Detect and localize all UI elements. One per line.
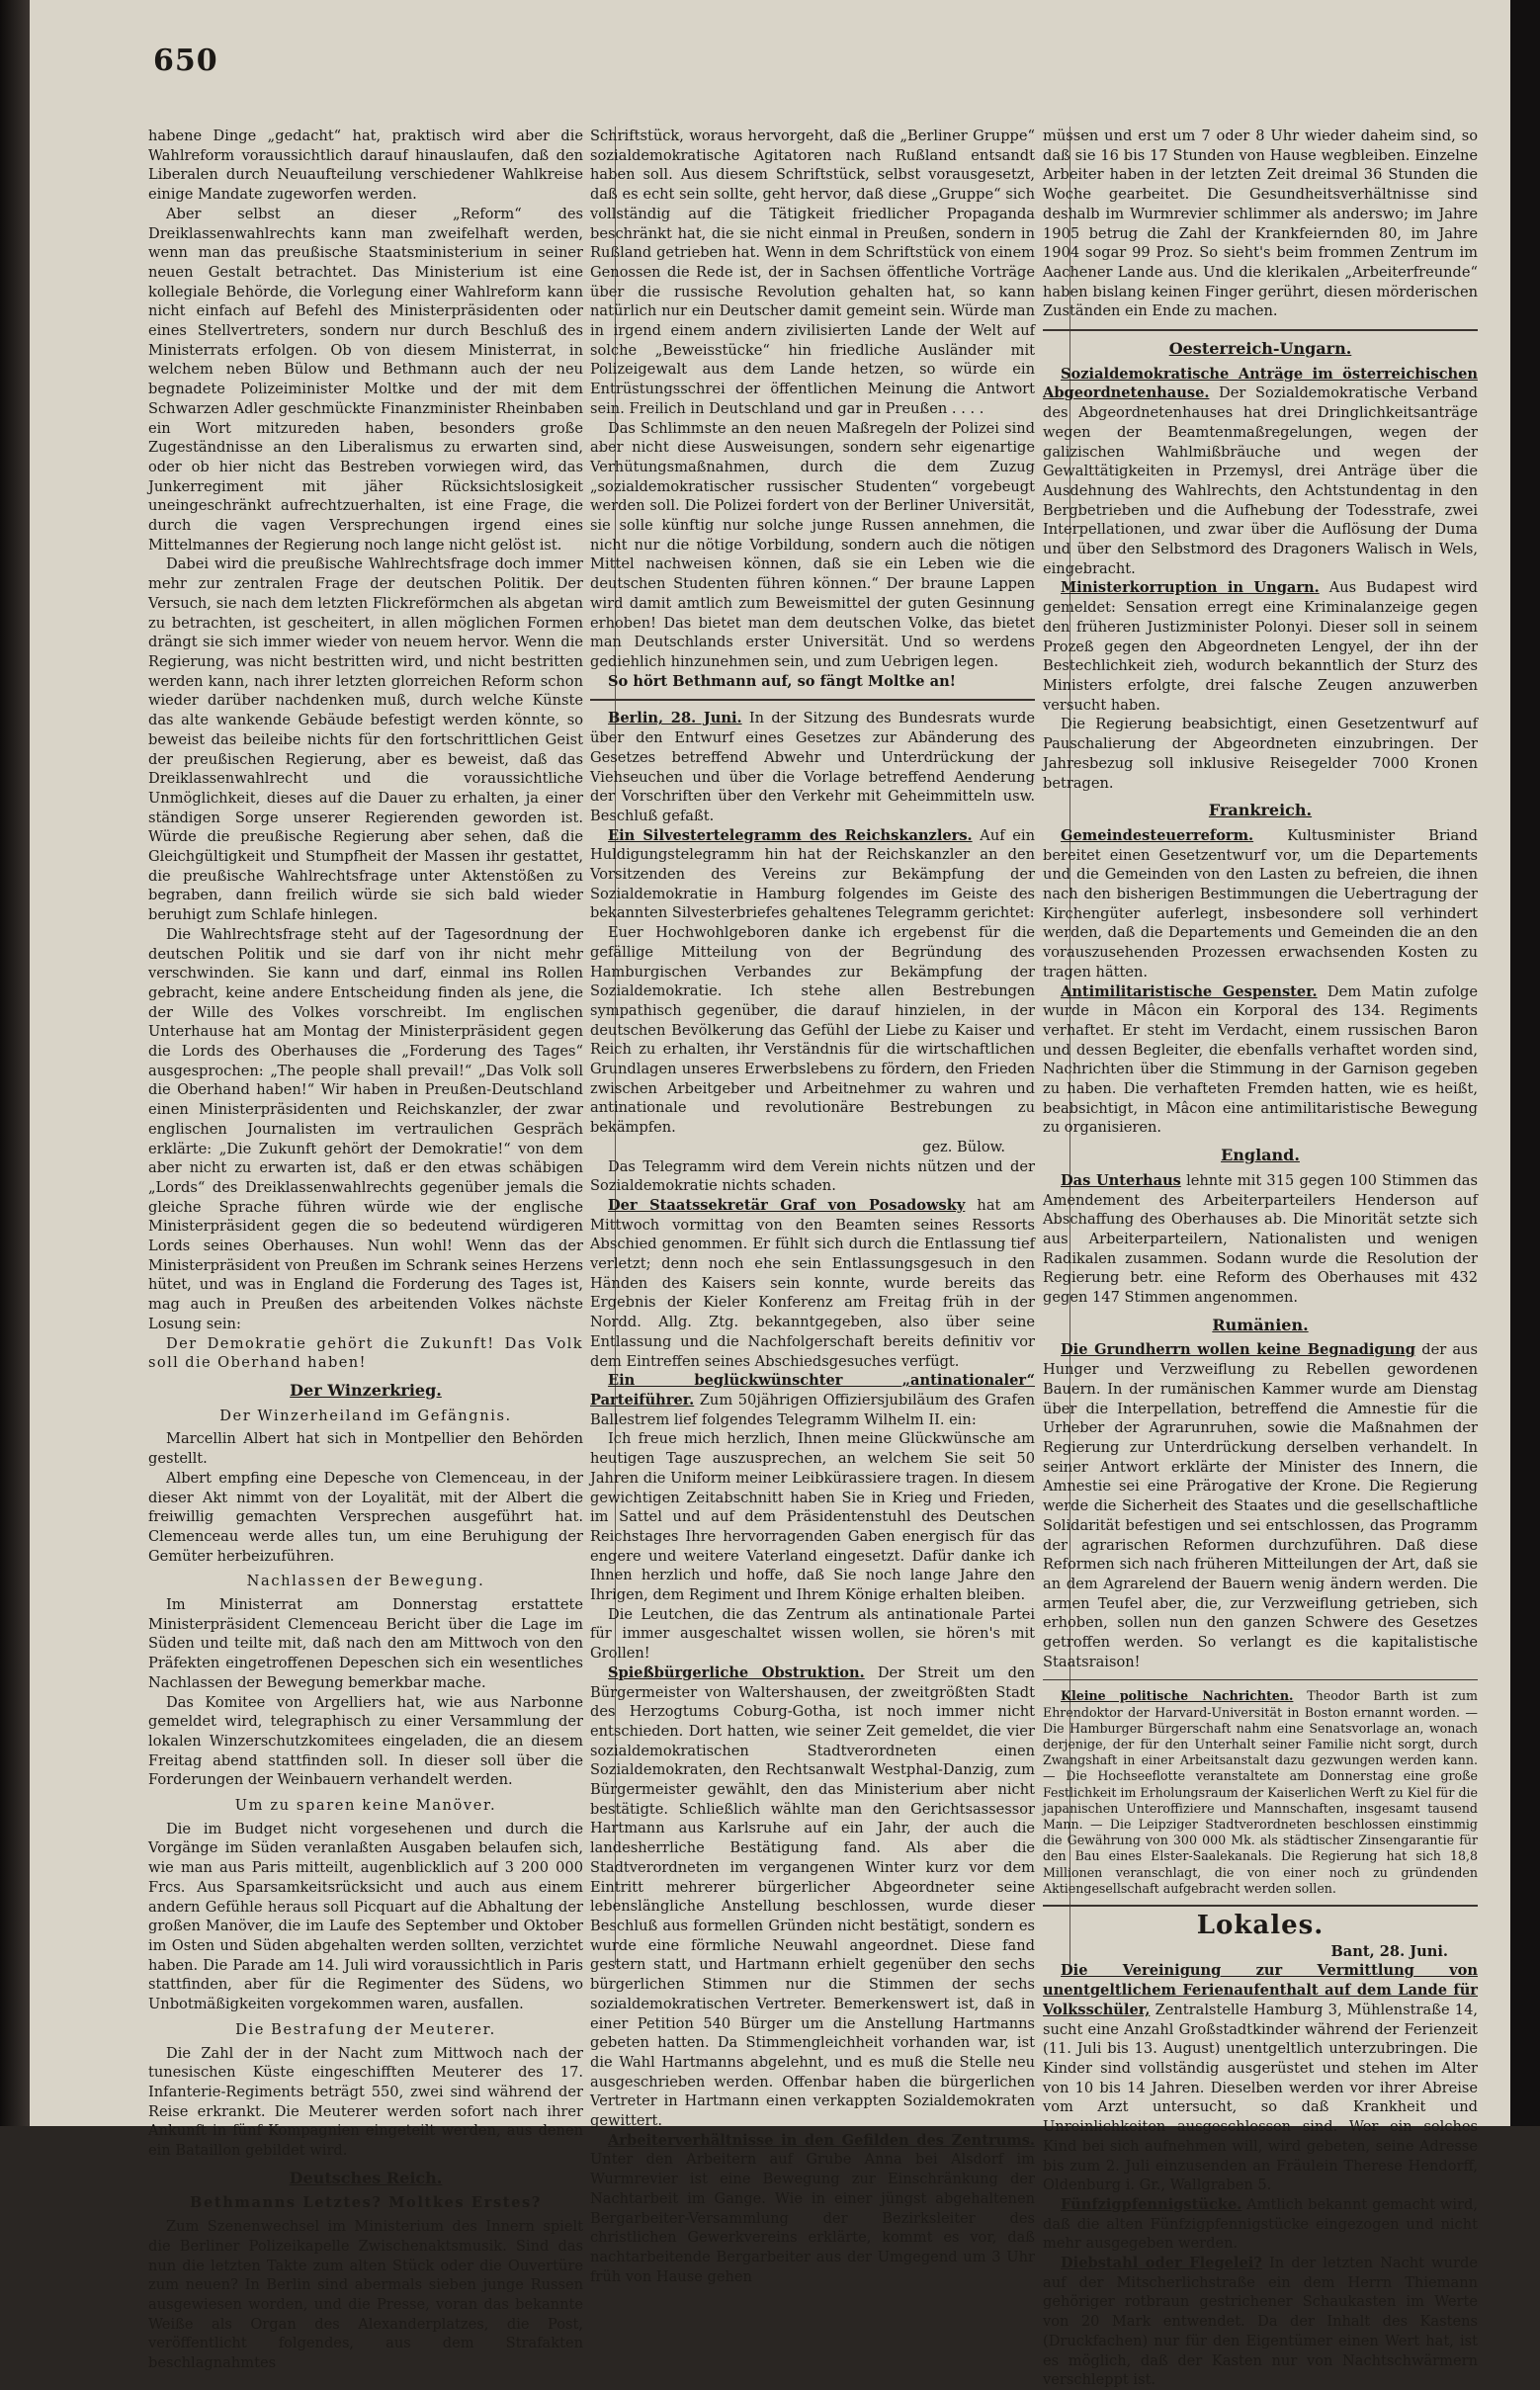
paragraph: Dabei wird die preußische Wahlrechtsfrage doch immer mehr zur zentralen Frage der deutschen Politik. Der Versuch, sie nach dem letzten Flickreförmchen als abgetan zu betrachten, ist gescheitert, in allen möglichen Formen drängt sie sich immer wieder von neuem hervor. Wenn die Regierung, was nicht bestritten wird, und nicht bestritten werden kann, nach ihrer letzten glorreichen Reform schon wieder darüber nachdenken muß, durch welche Künste das alte wankende Gebäude befestigt werden könnte, so beweist das beileibe nichts für den fortschrittlichen Geist der preußischen Regierung, aber es beweist, daß das Dreiklassenwahlrecht und die voraussichtliche Unmöglichkeit, dieses auf die Dauer zu erhalten, ja einer ständigen Sorge unserer Regierenden geworden ist. Würde die preußische Regierung aber sehen, daß die Gleichgültigkeit und Stumpfheit der Massen ihr gestattet, die preußische Wahlrechtsfrage unter Aktenstößen zu begraben, dann freilich würde sie sich bald wieder beruhigt zum Schlafe hinlegen. — [148, 555, 583, 924]
paragraph: Aber selbst an dieser „Reform“ des Dreiklassenwahlrechts kann man zweifelhaft werden, wenn man das preußische Staatsministerium in seiner neuen Gestalt betrachtet. Das Ministerium ist eine kollegiale Behörde, die Vorlegung einer Wahlreform kann nicht einfach auf Befehl des Ministerpräsidenten oder eines Stellvertreters, sondern nur durch Beschluß des Ministerrats erfolgen. Ob von diesem Ministerrat, in welchem neben Bülow und Bethmann auch der neu begnadete Polizeiminister Moltke und der mit dem Schwarzen Adler geschmückte Finanzminister Rheinbaben ein Wort mitzureden haben, besonders große Zugeständnisse an den Liberalismus zu erwarten sind, oder ob hier nicht das Bestreben vorwiegen wird, das Junkerregiment mit jäher Rücksichtslosigkeit uneingeschränkt aufrechtzuerhalten, ist eine Frage, die durch die vagen Versprechungen irgend eines Mittelmannes der Regierung noch lange nicht gelöst ist. — [148, 205, 583, 554]
dateline: Bant, 28. Juni. — [1330, 1942, 1448, 1960]
paragraph: müssen und erst um 7 oder 8 Uhr wieder daheim sind, so daß sie 16 bis 17 Stunden von Hause wegbleiben. Einzelne Arbeiter haben in der letzten Zeit dreimal 36 Stunden die Woche gearbeitet. Die Gesundheitsverhältnisse sind deshalb im Wurmrevier schlimmer als anderswo; im Jahre 1905 betrug die Zahl der Krankfeiernden 80, im Jahre 1904 sogar 99 Proz. So sieht's beim frommen Zentrum im Aachener Lande aus. Und die klerikalen „Arbeiterfreunde“ haben bislang keinen Finger gerührt, diesen mörderischen Zuständen ein Ende zu machen. — [1043, 128, 1478, 320]
news-lead: Das Unterhaus — [1061, 1171, 1181, 1189]
quoted-telegram: Euer Hochwohlgeboren danke ich ergebenst für die gefällige Mitteilung von der Begründung des Hamburgischen Verbandes zur Bekämpfung der Sozialdemokratie. Ich stehe allen Bestrebungen sympathisch gegenüber, die darauf hinzielen, in der deutschen Bevölkerung das Gefühl der Liebe zu Kaiser und Reich zu erhalten, ihr Verständnis für die wirtschaftlichen Grundlagen unseres Erwerbslebens zu fördern, den Frieden zwischen Arbeitgeber und Arbeitnehmer zu wahren und antinationale und revolutionäre Bestrebungen zu bekämpfen. — [590, 924, 1035, 1137]
section-heading: Rumänien. — [1212, 1315, 1309, 1334]
column-3 — [1043, 127, 1478, 2389]
news-lead: Ein beglückwünschter „antinationaler“ Parteiführer. — [590, 1372, 1035, 1408]
paragraph: Das Schlimmste an den neuen Maßregeln der Polizei sind aber nicht diese Ausweisungen, sondern sehr eigenartige Verhütungsmaßnahmen, durch die dem Zuzug „sozialdemokratischer russischer Studenten“ vorgebeugt werden soll. Die Polizei fordert von der Berliner Universität, sie solle künftig nur solche junge Russen annehmen, die nicht nur die nötige Vorbildung, sondern auch die nötigen Mittel nachweisen können, daß sie ein Leben wie die deutschen Studenten führen können.“ Der braune Lappen wird damit amtlich zum Beweismittel der guten Gesinnung erhoben! Das bietet man dem deutschen Volke, das bietet man Deutschlands erster Universität. Und so werdens gediehlich hinzunehmen sein, und zum Uebrigen legen. — [590, 419, 1035, 670]
scan-edge — [1510, 0, 1540, 2126]
news-item: Die Grundherrn wollen keine Begnadigung der aus Hunger und Verzweiflung zu Rebellen gewordenen Bauern. In der rumänischen Kammer wurde am Dienstag über die Interpellation, betreffend die Amnestie für die Urheber der Agrarunruhen, sowie die Maßnahmen der Regierung zur Unterdrückung derselben verhandelt. In seiner Antwort erklärte der Minister des Innern, die Amnestie sei eine Prärogative der Krone. Die Regierung werde die Sicherheit des Staates und die gesellschaftliche Solidarität befestigen und sei entschlossen, das Programm der agrarischen Reformen durchzuführen. Daß diese Reformen sich nach früheren Mitteilungen der Art, daß sie an dem Agrarelend der Bauern wenig ändern werden. Die armen Teufel aber, die, zur Verzweiflung getrieben, sich erhoben, sollen nun den ganzen Schwere des Gesetzes getroffen werden. So verlangt es die kapitalistische Staatsraison! — [1043, 1341, 1478, 1670]
paragraph: habene Dinge „gedacht“ hat, praktisch wird aber die Wahlreform voraussichtlich darauf hinauslaufen, daß den Liberalen durch Neuaufteilung verschiedener Wahlkreise einige Mandate zugeworfen werden. — [148, 128, 583, 204]
paragraph: Schriftstück, woraus hervorgeht, daß die „Berliner Gruppe“ sozialdemokratische Agitatoren nach Rußland entsandt haben soll. Aus diesem Schriftstück, selbst vorausgesetzt, daß es echt sein sollte, geht hervor, daß diese „Gruppe“ sich vollständig auf die Tätigkeit friedlicher Propaganda beschränkt hat, die sie nicht einmal in Preußen, sondern in Rußland getrieben hat. Wenn in dem Schriftstück von einem Genossen die Rede ist, der in Sachsen öffentliche Vorträge über die russische Revolution gehalten hat, so kann natürlich nur ein Deutscher damit gemeint sein. Würde man in irgend einem andern zivilisierten Lande der Welt auf solche „Beweisstücke“ hin friedliche Ausländer mit Polizeigewalt aus dem Lande hetzen, so würde ein Entrüstungsschrei der öffentlichen Meinung die Antwort sein. Freilich in Deutschland und gar in Preußen . . . . — [590, 128, 1035, 417]
news-item: Spießbürgerliche Obstruktion. Der Streit um den Bürgermeister von Waltershausen, der zweitgrößten Stadt des Herzogtums Coburg-Gotha, ist noch immer nicht entschieden. Dort hatten, wie seiner Zeit gemeldet, die vier sozialdemokratischen Stadtverordneten einen Sozialdemokraten, den Rechtsanwalt Westphal-Danzig, zum Bürgermeister gewählt, den das Ministerium aber nicht bestätigte. Schließlich wählte man den Gerichtsassessor Hartmann aus Karlsruhe auf ein Jahr, der auch die landesherrliche Bestätigung fand. Als aber die Stadtverordneten im vergangenen Winter kurz vor dem Eintritt mehrerer bürgerlicher Abgeordneter seine lebenslängliche Anstellung beschlossen, wurde dieser Beschluß aus formellen Gründen nicht bestätigt, sondern es wurde eine förmliche Neuwahl angeordnet. Diese fand gestern statt, und Hartmann erhielt gegenüber den sechs bürgerlichen Stimmen nur die Stimmen der sechs sozialdemokratischen Vertreter. Bemerkenswert ist, daß in einer Petition 540 Bürger um die Anstellung Hartmanns gebeten hatten. Da Stimmengleichheit vorhanden war, ist die Wahl Hartmanns abgelehnt, und es muß die Stelle neu ausgeschrieben werden. Offenbar haben die bürgerlichen Vertreter in Hartmann einen verkappten Sozialdemokraten gewittert. — [590, 1664, 1035, 2130]
column-2 — [590, 127, 1036, 2285]
news-lead: Arbeiterverhältnisse in den Gefilden des Zentrums. — [608, 2131, 1035, 2149]
paragraph-closing: So hört Bethmann auf, so fängt Moltke an! — [608, 672, 957, 690]
news-lead: Ein Silvestertelegramm des Reichskanzlers. — [608, 826, 973, 844]
paragraph: Die Zahl der in der Nacht zum Mittwoch nach der tunesischen Küste eingeschifften Meuterer des 17. Infanterie-Regiments beträgt 550, zwei sind während der Reise erkrankt. Die Meuterer werden sofort nach ihrer Ankunft in fünf Kompagnien eingeteilt werden, aus denen ein Bataillon gebildet wird. — [148, 2044, 583, 2160]
paragraph: Die Regierung beabsichtigt, einen Gesetzentwurf auf Pauschalierung der Abgeordneten einzubringen. Der Jahresbezug soll inklusive Reisegelder 7000 Kronen betragen. — [1043, 716, 1478, 792]
subheading: Der Winzerheiland im Gefängnis. — [219, 1407, 512, 1424]
news-lead: Spießbürgerliche Obstruktion. — [608, 1664, 865, 1681]
news-item: Sozialdemokratische Anträge im österreichischen Abgeordnetenhause. Der Sozialdemokratische Verband des Abgeordnetenhauses hat drei Dringlichkeitsanträge wegen der Beamtenmaßregelungen, wegen der galizischen Wahlmißbräuche und wegen der Gewalttätigkeiten in Przemysl, drei Anträge über die Ausdehnung des Wahlrechts, den Achtstundentag in den Bergbetrieben und die Aufhebung der Todesstrafe, zwei Interpellationen, und zwar über die Auflösung der Duma und über den Selbstmord des Dragoners Walisch in Wels, eingebracht. — [1043, 365, 1478, 577]
column-1 — [148, 127, 583, 2372]
subheading: Bethmanns Letztes? Moltkes Erstes? — [190, 2194, 542, 2212]
paragraph-motto: Der Demokratie gehört die Zukunft! Das Volk soll die Oberhand haben! — [148, 1334, 583, 1372]
divider — [1043, 1905, 1478, 1907]
news-lead: Sozialdemokratische Anträge im österreichischen Abgeordnetenhause. — [1043, 365, 1478, 402]
news-item: Das Unterhaus lehnte mit 315 gegen 100 Stimmen das Amendement des Arbeiterparteilers Henderson auf Abschaffung des Oberhauses ab. Die Minorität setzte sich aus Arbeiterparteilern, Nationalisten und wenigen Radikalen zusammen. Sodann wurde die Resolution der Regierung betr. eine Reform des Oberhauses mit 432 gegen 147 Stimmen angenommen. — [1043, 1171, 1478, 1307]
book-binding — [0, 0, 30, 2126]
subheading: Um zu sparen keine Manöver. — [234, 1797, 497, 1815]
section-heading: Frankreich. — [1208, 801, 1313, 820]
section-heading: England. — [1221, 1146, 1300, 1165]
news-lead: Antimilitaristische Gespenster. — [1061, 982, 1318, 1000]
news-brief: Kleine politische Nachrichten. Theodor Barth ist zum Ehrendoktor der Harvard-Universität in Boston ernannt worden. — Die Hamburger Bürgerschaft nahm eine Senatsvorlage an, wonach derjenige, der für den Unterhalt seiner Familie nicht sorgt, durch Zwangshaft in einer Arbeitsanstalt dazu gezwungen werden kann. — Die Hochseeflotte veranstaltete am Donnerstag eine große Festlichkeit im Erholungsraum der Kaiserlichen Werft zu Kiel für die japanischen Unteroffiziere und Mannschaften, insgesamt tausend Mann. — Die Leipziger Stadtverordneten beschlossen einstimmig die Gewährung von 300 000 Mk. als städtischer Zinsengarantie für den Bau eines Elster-Saalekanals. Die Regierung hat sich 18,8 Millionen veranschlagt, die von einer noch zu gründenden Aktiengesellschaft aufgebracht werden sollen. — [1043, 1688, 1478, 1896]
divider — [1043, 329, 1478, 331]
news-item: Gemeindesteuerreform. Kultusminister Briand bereitet einen Gesetzentwurf vor, um die Departements und die Gemeinden von den Lasten zu befreien, die ihnen nach den bisherigen Bestimmungen die Uebertragung der Kirchengüter auferlegt, insbesondere soll verhindert werden, daß die Departements und Gemeinden die an den vorauszusehenden Prozessen erwachsenden Kosten zu tragen hätten. — [1043, 826, 1478, 981]
news-lead: Der Staatssekretär Graf von Posadowsky — [608, 1196, 966, 1214]
subheading: Die Bestrafung der Meuterer. — [235, 2020, 496, 2038]
paragraph: Das Telegramm wird dem Verein nichts nützen und der Sozialdemokratie nichts schaden. — [590, 1157, 1035, 1195]
page-number: 650 — [153, 43, 218, 78]
news-item: Ein Silvestertelegramm des Reichskanzlers. Auf ein Huldigungstelegramm hin hat der Reichskanzler an den Vorsitzenden des Vereins zur Bekämpfung der Sozialdemokratie in Hamburg folgendes im Geiste des bekannten Silvesterbriefes gehaltenes Telegramm gerichtet: — [590, 826, 1035, 922]
news-item: Ministerkorruption in Ungarn. Aus Budapest wird gemeldet: Sensation erregt eine Kriminalanzeige gegen den früheren Justizminister Polonyi. Dieser soll in seinem Prozeß gegen den Abgeordneten Lengyel, der ihn der Bestechlichkeit zieh, wodurch bekanntlich der Sturz des Ministers erfolgte, drei falsche Zeugen anzuwerben versucht haben. — [1043, 579, 1478, 714]
news-item: Der Staatssekretär Graf von Posadowsky hat am Mittwoch vormittag von den Beamten seines Ressorts Abschied genommen. Er fühlt sich durch die Entlassung tief verletzt; denn noch ehe sein Entlassungsgesuch in den Händen des Kaisers sein konnte, wurde bereits das Ergebnis der Kieler Konferenz am Freitag früh in der Nordd. Allg. Ztg. bekanntgegeben, also über seine Entlassung und die Nachfolgerschaft bereits definitiv vor dem Eintreffen seines Abschiedsgesuches verfügt. — [590, 1196, 1035, 1370]
news-lead: Die Vereinigung zur Vermittlung von unentgeltlichem Ferienaufenthalt auf dem Lande für Volksschüler, — [1043, 1962, 1478, 2018]
quoted-telegram: Ich freue mich herzlich, Ihnen meine Glückwünsche am heutigen Tage auszusprechen, an welchem Sie seit 50 Jahren die Uniform meiner Leibkürassiere tragen. In diesem gewichtigen Zeitabschnitt haben Sie in Krieg und Frieden, im Sattel und auf dem Präsidentenstuhl des Deutschen Reichstages Ihre hervorragenden Gaben energisch für das engere und weitere Vaterland eingesetzt. Dafür danke ich Ihnen herzlich und hoffe, daß Sie noch lange Jahre den Ihrigen, dem Regiment und Ihrem Könige erhalten bleiben. — [590, 1430, 1035, 1604]
paragraph: Das Komitee von Argelliers hat, wie aus Narbonne gemeldet wird, telegraphisch zu einer Versammlung der lokalen Winzerschutzkomitees eingeladen, die an diesem Freitag abend stattfinden soll. In dieser soll über die Forderungen der Weinbauern verhandelt werden. — [148, 1693, 583, 1789]
signature: gez. Bülow. — [922, 1138, 1005, 1155]
paragraph: Albert empfing eine Depesche von Clemenceau, in der dieser Akt nimmt von der Loyalität, mit der Albert die freiwillig gemachten Versprechen ausgeführt hat. Clemenceau werde alles tun, um eine Beruhigung der Gemüter herbeizuführen. — [148, 1469, 583, 1565]
news-item: Die Vereinigung zur Vermittlung von unentgeltlichem Ferienaufenthalt auf dem Lande für Volksschüler, Zentralstelle Hamburg 3, Mühlenstraße 14, sucht eine Anzahl Großstadtkinder während der Ferienzeit (11. Juli bis 13. August) unentgeltlich unterzubringen. Die Kinder sind vollständig ausgerüstet und stehen im Alter von 10 bis 14 Jahren. Dieselben werden vor ihrer Abreise vom Arzt untersucht, so daß Krankheit und Unreinlichkeiten ausgeschlossen sind. Wer ein solches Kind bei sich aufnehmen will, wird gebeten, seine Adresse bis zum 2. Juli einzusenden an Fräulein Therese Hendorff, Oldenburg i. Gr., Wallgraben 5. — [1043, 1962, 1478, 2194]
divider — [590, 699, 1035, 701]
news-lead: Ministerkorruption in Ungarn. — [1061, 579, 1320, 597]
news-lead: Berlin, 28. Juni. — [608, 710, 742, 727]
news-item: Diebstahl oder Flegelei? In der letzten Nacht wurde auf der Mitscherlichstraße ein dem Herrn Thiemann gehöriger rotbraun gestrichener Schaukasten im Werte von 20 Mark entwendet. Da der Inhalt des Kastens (Druckfachen) nur für den Eigentümer einen Wert hat, ist es möglich, daß der Kasten nur von Nachtschwärmern verschleppt ist. — [1043, 2255, 1478, 2389]
news-lead: Diebstahl oder Flegelei? — [1061, 2255, 1262, 2272]
divider — [1043, 1679, 1478, 1680]
news-item: Ein beglückwünschter „antinationaler“ Parteiführer. Zum 50jährigen Offiziersjubiläum des Grafen Ballestrem lief folgendes Telegramm Wilhelm II. ein: — [590, 1372, 1035, 1428]
section-heading: Deutsches Reich. — [289, 2168, 443, 2187]
paragraph: Im Ministerrat am Donnerstag erstattete Ministerpräsident Clemenceau Bericht über die Lage im Süden und teilte mit, daß nach den am Mittwoch von den Präfekten eingetroffenen Depeschen sich ein wesentliches Nachlassen der Bewegung bemerkbar mache. — [148, 1596, 583, 1691]
news-lead: Kleine politische Nachrichten. — [1061, 1688, 1294, 1704]
paragraph: Zum Szenenwechsel im Ministerium des Innern spielt die Berliner Polizeikapelle Zwischenaktsmusik. Sind das nun die letzten Takte zum alten Stück oder die Ouvertüre zum neuen? In Berlin sind abermals sieben junge Russen ausgewiesen worden, und die Presse, voran das bekannte Weiße als Organ des Alexanderplatzes, die Post, veröffentlicht folgendes, aus dem Strafakten beschlagnahmtes — [148, 2218, 583, 2372]
news-item: Antimilitaristische Gespenster. Dem Matin zufolge wurde in Mâcon ein Korporal des 134. Regiments verhaftet. Er steht im Verdacht, einem russischen Baron und dessen Begleiter, die ebenfalls verhaftet worden sind, Nachrichten über die Stimmung in der Garnison gegeben zu haben. Die verhafteten Fremden hatten, wie es heißt, beabsichtigt, in Mâcon eine antimilitaristische Bewegung zu organisieren. — [1043, 982, 1478, 1137]
section-heading-lokales: Lokales. — [1196, 1911, 1325, 1941]
section-heading: Oesterreich-Ungarn. — [1168, 339, 1352, 359]
paragraph: Die Wahlrechtsfrage steht auf der Tagesordnung der deutschen Politik und sie darf von ihr nicht mehr verschwinden. Sie kann und darf, einmal ins Rollen gebracht, keine andere Entscheidung finden als jene, die der Wille des Volkes vorschreibt. Im englischen Unterhause hat am Montag der Ministerpräsident gegen die Lords des Oberhauses die „Forderung des Tages“ ausgesprochen: „The people shall prevail!“ „Das Volk soll die Oberhand haben!“ Wir haben in Preußen-Deutschland einen Ministerpräsidenten und Reichskanzler, der zwar englischen Journalisten im vertraulichen Gespräch erklärte: „Die Zukunft gehört der Demokratie!“ von dem aber nicht zu erwarten ist, daß er den etwas schäbigen „Lords“ des Dreiklassenwahlrechts gegenüber jemals die gleiche Sprache führen würde wie der englische Ministerpräsident gegen die so bedeutend würdigeren Lords seines Oberhauses. Nun wohl! Wenn das der Ministerpräsident von Preußen im Schrank seines Herzens hütet, und was in England die Forderung des Tages ist, mag auch in Preußen des arbeitenden Volkes nächste Losung sein: — [148, 925, 583, 1332]
news-lead: Gemeindesteuerreform. — [1061, 826, 1254, 844]
news-lead: Die Grundherrn wollen keine Begnadigung — [1061, 1341, 1415, 1359]
news-lead: Fünfzigpfennigstücke. — [1061, 2195, 1242, 2213]
news-item: Berlin, 28. Juni. In der Sitzung des Bundesrats wurde über den Entwurf eines Gesetzes zur Abänderung des Gesetzes betreffend Abwehr und Unterdrückung der Viehseuchen und über die Vorlage betreffend Aenderung der Vorschriften über den Verkehr mit Geheimmitteln usw. Beschluß gefaßt. — [590, 710, 1036, 824]
newspaper-page — [30, 0, 1510, 2389]
subheading: Nachlassen der Bewegung. — [246, 1573, 485, 1590]
news-item: Fünfzigpfennigstücke. Amtlich bekannt gemacht wird, daß die alten Fünfzigpfennigstücke eingezogen und nicht mehr ausgegeben werden. — [1043, 2195, 1478, 2253]
paragraph: Die im Budget nicht vorgesehenen und durch die Vorgänge im Süden veranlaßten Ausgaben belaufen sich, wie man aus Paris mitteilt, augenblicklich auf 3 200 000 Frcs. Aus Sparsamkeitsrücksicht und auch aus einem andern Gefühle heraus soll Picquart auf die Abhaltung der großen Manöver, die im Laufe des September und Oktober im Osten und Süden abgehalten werden sollten, verzichtet haben. Die Parade am 14. Juli wird voraussichtlich in Paris stattfinden, aber für die Regimenter des Südens, wo Unbotmäßigkeiten vorgekommen waren, ausfallen. — [148, 1820, 583, 2013]
section-heading: Der Winzerkrieg. — [290, 1381, 442, 1400]
paragraph: Marcellin Albert hat sich in Montpellier den Behörden gestellt. — [148, 1430, 583, 1468]
news-item: Arbeiterverhältnisse in den Gefilden des Zentrums. Unter den Arbeitern auf Grube Anna bei Alsdorf im Wurmrevier ist eine Bewegung zur Einschränkung der Nachtarbeit im Gange. Wie in einer jüngst abgehaltenen Bergarbeiter-Versammlung der Bezirksleiter des christlichen Gewerkvereins erklärte, kommt es vor, daß nachtarbeitende Bergarbeiter aus der Umgegend um 3 Uhr früh von Hause gehen — [590, 2131, 1035, 2285]
paragraph: Die Leutchen, die das Zentrum als antinationale Partei für immer ausgeschaltet wissen wollen, sie hören's mit Grollen! — [590, 1605, 1035, 1663]
